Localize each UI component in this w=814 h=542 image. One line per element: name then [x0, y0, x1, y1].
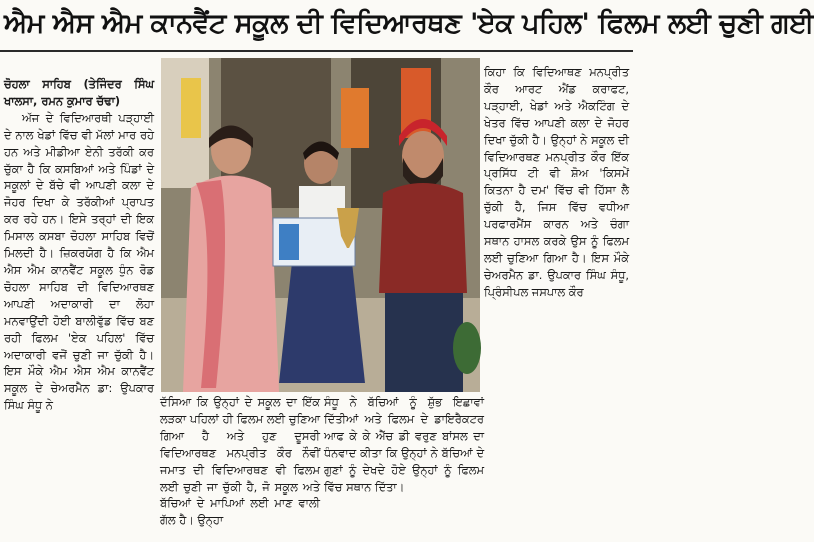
byline: ਚੋਹਲਾ ਸਾਹਿਬ (ਤੇਜਿੰਦਰ ਸਿੰਘ ਖਾਲਸਾ, ਰਮਨ ਕੁਮਾਰ ਚੱਢਾ) — [4, 77, 154, 108]
headline: ਐਮ ਐਸ ਐਮ ਕਾਨਵੈਂਟ ਸਕੂਲ ਦੀ ਵਿਦਿਆਰਥਣ 'ਏਕ ਪਹਿਲ' ਫਿਲਮ ਲਈ ਚੁਣੀ ਗਈ — [4, 8, 814, 39]
article-right-column — [484, 64, 629, 538]
headline-rule — [0, 50, 633, 52]
girl-skirt — [279, 253, 365, 383]
article-left-column — [4, 76, 154, 538]
article-bottom-right-column — [324, 394, 484, 538]
article-bottom-mid-column — [160, 394, 320, 538]
photo-flag-orange — [341, 88, 369, 148]
article-text-left: ਅੱਜ ਦੇ ਵਿਦਿਆਰਥੀ ਪੜ੍ਹਾਈ ਦੇ ਨਾਲ ਖੇਡਾਂ ਵਿੱਚ ਵੀ ਮੱਲਾਂ ਮਾਰ ਰਹੇ ਹਨ ਅਤੇ ਮੀਡੀਆ ਏਨੀ ਤਰੱਕੀ ਕਰ ਚੁੱਕਾ ਹੈ ਕਿ ਕਸਬਿਆਂ ਅਤੇ ਪਿੰਡਾਂ ਦੇ ਸਕੂਲਾਂ ਦੇ ਬੱਚੇ ਵੀ ਆਪਣੀ ਕਲਾ ਦੇ ਜੋਹਰ ਦਿਖਾ ਕੇ ਤਰੱਕੀਆਂ ਪ੍ਰਾਪਤ ਕਰ ਰਹੇ ਹਨ। ਇਸੇ ਤਰ੍ਹਾਂ ਦੀ ਇਕ ਮਿਸਾਲ ਕਸਬਾ ਚੋਹਲਾ ਸਾਹਿਬ ਵਿਚੋਂ ਮਿਲਦੀ ਹੈ। ਜ਼ਿਕਰਯੋਗ ਹੈ ਕਿ ਐਮ ਐਸ ਐਮ ਕਾਨਵੈਂਟ ਸਕੂਲ ਧੁੰਨ ਰੋਡ ਚੋਹਲਾ ਸਾਹਿਬ ਦੀ ਵਿਦਿਆਰਥਣ ਆਪਣੀ ਅਦਾਕਾਰੀ ਦਾ ਲੋਹਾ ਮਨਵਾਉਂਦੀ ਹੋਈ ਬਾਲੀਵੁੱਡ ਵਿੱਚ ਬਣ ਰਹੀ ਫਿਲਮ 'ਏਕ ਪਹਿਲ' ਵਿੱਚ ਅਦਾਕਾਰੀ ਵਜੋਂ ਚੁਣੀ ਜਾ ਚੁੱਕੀ ਹੈ। ਇਸ ਮੌਕੇ ਐਮ ਐਸ ਐਮ ਕਾਨਵੈਂਟ ਸਕੂਲ ਦੇ ਚੇਅਰਮੈਨ ਡਾ: ਉਪਕਾਰ ਸਿੰਘ ਸੰਧੂ ਨੇ — [4, 110, 154, 413]
news-photo — [161, 58, 480, 392]
article-text-right: ਕਿਹਾ ਕਿ ਵਿਦਿਆਥਣ ਮਨਪ੍ਰੀਤ ਕੌਰ ਆਰਟ ਐਂਡ ਕਰਾਫਟ, ਪੜ੍ਹਾਈ, ਖੇਡਾਂ ਅਤੇ ਐਕਟਿੰਗ ਦੇ ਖੇਤਰ ਵਿੱਚ ਆਪਣੀ ਕਲਾ ਦੇ ਜੋਹਰ ਦਿਖਾ ਚੁੱਕੀ ਹੈ। ਉਨ੍ਹਾਂ ਨੇ ਸਕੂਲ ਦੀ ਵਿਦਿਆਰਥਣ ਮਨਪ੍ਰੀਤ ਕੌਰ ਇੱਕ ਪ੍ਰਸਿੱਧ ਟੀ ਵੀ ਸ਼ੋਅ 'ਕਿਸਮੇਂ ਕਿਤਨਾ ਹੈ ਦਮ' ਵਿੱਚ ਵੀ ਹਿੱਸਾ ਲੈ ਚੁੱਕੀ ਹੈ, ਜਿਸ ਵਿੱਚ ਵਧੀਆ ਪਰਫਾਰਮੈਂਸ ਕਾਰਨ ਅਤੇ ਚੰਗਾ ਸਥਾਨ ਹਾਸਲ ਕਰਕੇ ਉਸ ਨੂੰ ਫਿਲਮ ਲਈ ਚੁਣਿਆ ਗਿਆ ਹੈ। ਇਸ ਮੌਕੇ ਚੇਅਰਮੈਨ ਡਾ. ਉਪਕਾਰ ਸਿੰਘ ਸੰਧੂ, ਪ੍ਰਿੰਸੀਪਲ ਜਸਪਾਲ ਕੌਰ — [484, 65, 629, 299]
man-trousers — [385, 293, 463, 392]
plant — [453, 322, 481, 374]
certificate-logo — [279, 224, 299, 260]
photo-flag-yellow — [181, 78, 201, 138]
article-text-bottom-right: ਸੰਧੂ ਨੇ ਬੱਚਿਆਂ ਨੂੰ ਸ਼ੁੱਭ ਇਛਾਵਾਂ ਦਿੱਤੀਆਂ ਅਤੇ ਫਿਲਮ ਦੇ ਡਾਇਰੈਕਟਰ ਆਫ ਕੇ ਕੇ ਐੱਚ ਡੀ ਵਰੁਣ ਬਾਂਸਲ ਦਾ ਧੰਨਵਾਦ ਕੀਤਾ ਕਿ ਉਨ੍ਹਾਂ ਨੇ ਬੱਚਿਆਂ ਦੇ ਗੁਣਾਂ ਨੂੰ ਦੇਖਦੇ ਹੋਏ ਉਨ੍ਹਾਂ ਨੂੰ ਫਿਲਮ ਵਿੱਚ ਸਥਾਨ ਦਿੱਤਾ। — [324, 395, 484, 494]
woman-suit — [183, 176, 279, 393]
photo-illustration — [161, 58, 480, 392]
man-shirt — [379, 183, 467, 293]
article-text-bottom-mid: ਦੱਸਿਆ ਕਿ ਉਨ੍ਹਾਂ ਦੇ ਸਕੂਲ ਦਾ ਇੱਕ ਲੜਕਾ ਪਹਿਲਾਂ ਹੀ ਫਿਲਮ ਲਈ ਚੁਣਿਆ ਗਿਆ ਹੈ ਅਤੇ ਹੁਣ ਦੂਸਰੀ ਵਿਦਿਆਰਥਣ ਮਨਪ੍ਰੀਤ ਕੌਰ ਨੌਵੀਂ ਜਮਾਤ ਦੀ ਵਿਦਿਆਰਥਣ ਵੀ ਫਿਲਮ ਲਈ ਚੁਣੀ ਜਾ ਚੁੱਕੀ ਹੈ, ਜੋ ਸਕੂਲ ਅਤੇ ਬੱਚਿਆਂ ਦੇ ਮਾਪਿਆਂ ਲਈ ਮਾਣ ਵਾਲੀ ਗੱਲ ਹੈ। ਉਨ੍ਹਾ — [160, 395, 320, 528]
